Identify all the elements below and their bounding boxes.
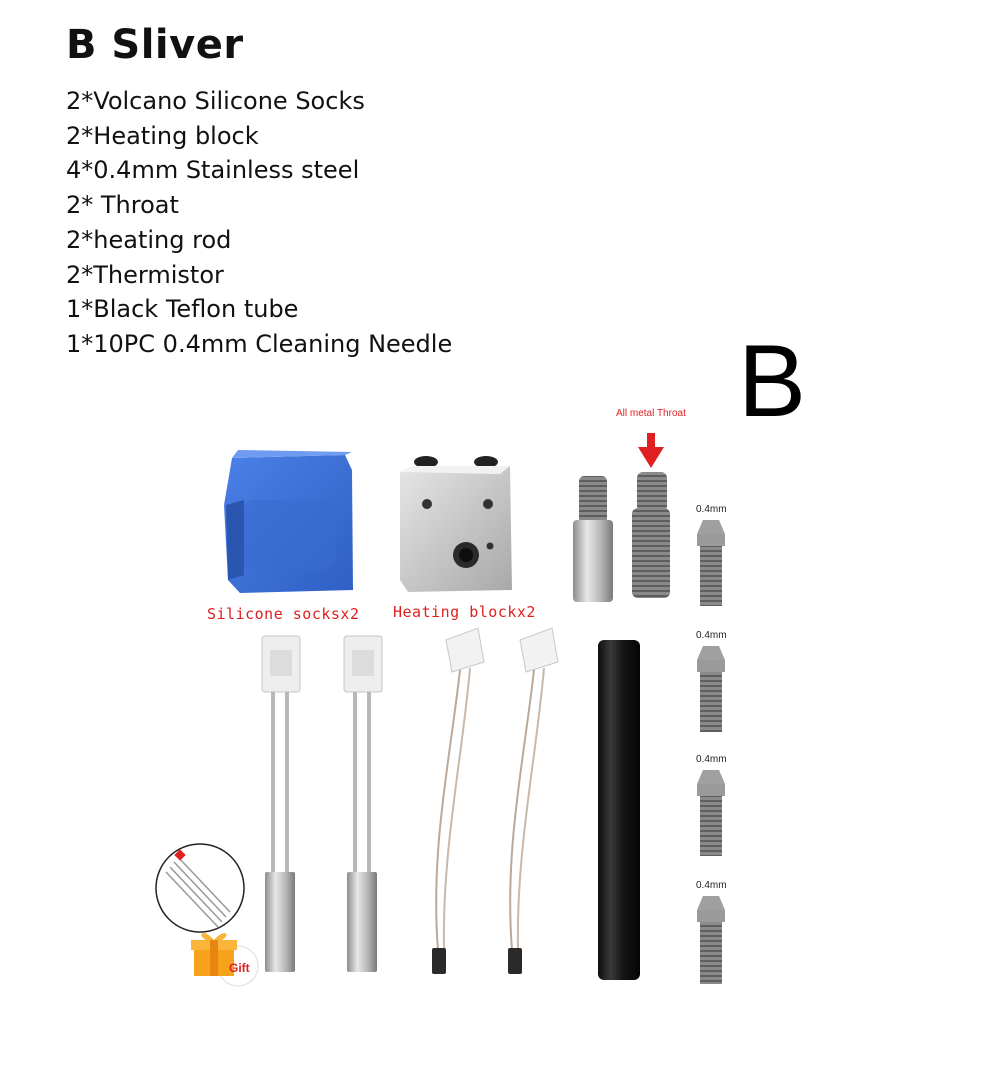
list-item: 2*Thermistor xyxy=(66,260,224,289)
list-item: 1*Black Teflon tube xyxy=(66,295,299,324)
list-item: 2* Throat xyxy=(66,191,179,220)
throat-1 xyxy=(573,476,613,602)
heater-cartridge-1 xyxy=(262,636,300,972)
silicone-label: Silicone socksx2 xyxy=(207,605,360,623)
list-item: 2*Heating block xyxy=(66,121,259,150)
nozzle-size-label: 0.4mm xyxy=(696,504,727,515)
heating-label: Heating blockx2 xyxy=(393,603,536,621)
list-item: 2*Volcano Silicone Socks xyxy=(66,87,365,115)
nozzle-3 xyxy=(697,770,725,856)
gift-label: Gift xyxy=(229,961,250,975)
gift-box-icon xyxy=(191,933,258,986)
nozzle-4 xyxy=(697,896,725,984)
thermistor-2 xyxy=(508,628,558,974)
arrow-down-icon xyxy=(638,433,664,468)
cleaning-needle-gift xyxy=(156,844,244,932)
nozzle-size-label: 0.4mm xyxy=(696,754,727,765)
throat-2 xyxy=(632,472,670,598)
list-item: 1*10PC 0.4mm Cleaning Needle xyxy=(66,329,453,358)
variant-letter: B xyxy=(738,324,807,438)
nozzle-size-label: 0.4mm xyxy=(696,630,727,641)
nozzle-2 xyxy=(697,646,725,732)
product-title: B Sliver xyxy=(66,22,244,68)
thermistor-1 xyxy=(432,628,484,974)
heater-cartridge-2 xyxy=(344,636,382,972)
throat-callout-label: All metal Throat xyxy=(616,408,686,419)
nozzle-size-label: 0.4mm xyxy=(696,880,727,891)
nozzle-1 xyxy=(697,520,725,606)
teflon-tube xyxy=(598,640,640,980)
heating-block xyxy=(400,456,512,592)
silicone-sock xyxy=(224,450,353,593)
list-item: 2*heating rod xyxy=(66,225,232,254)
list-item: 4*0.4mm Stainless steel xyxy=(66,156,360,185)
